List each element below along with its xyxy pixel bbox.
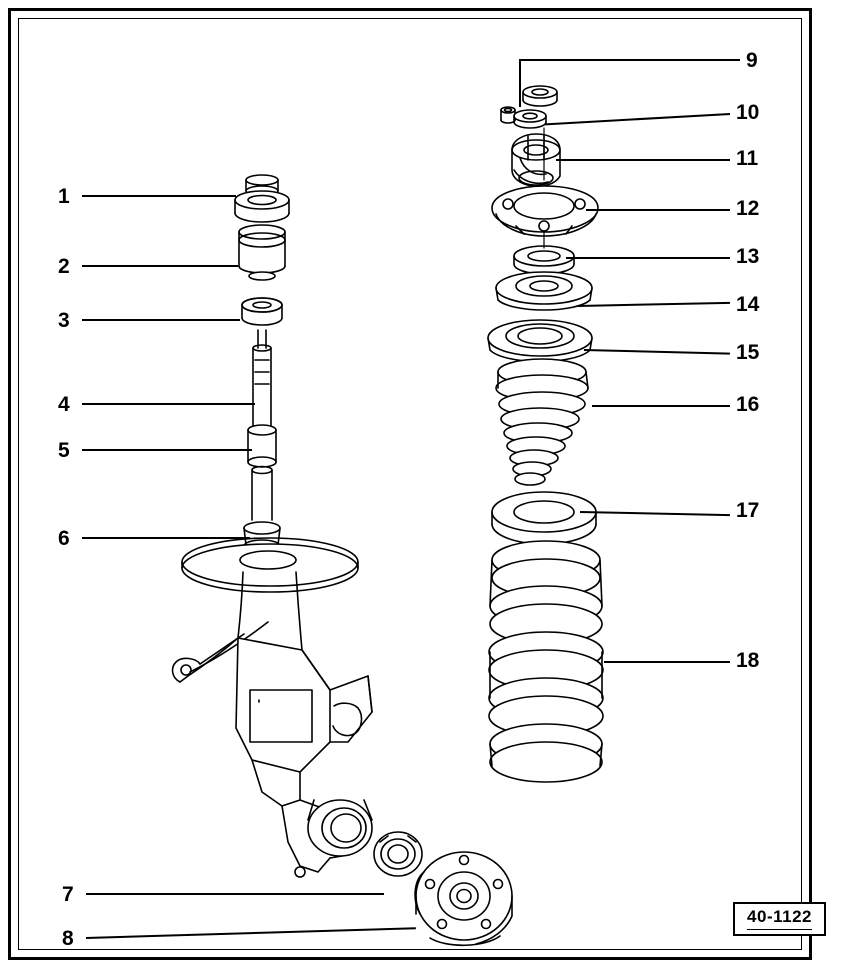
leader-12 xyxy=(586,209,730,211)
leader-3 xyxy=(82,319,240,321)
plate-number-box xyxy=(733,902,826,936)
callout-16: 16 xyxy=(736,393,760,416)
plate-rule xyxy=(747,929,812,930)
leader-9-drop xyxy=(519,59,521,107)
leader-9 xyxy=(520,59,740,61)
callout-3: 3 xyxy=(58,309,70,332)
callout-2: 2 xyxy=(58,255,70,278)
leader-6 xyxy=(82,537,250,539)
callout-17: 17 xyxy=(736,499,760,522)
callout-9: 9 xyxy=(746,49,758,72)
leader-2 xyxy=(82,265,238,267)
leader-1 xyxy=(82,195,236,197)
callout-12: 12 xyxy=(736,197,760,220)
callout-7: 7 xyxy=(62,883,74,906)
callout-4: 4 xyxy=(58,393,70,416)
leader-5 xyxy=(82,449,252,451)
plate-number: 40-1122 xyxy=(747,907,812,926)
callout-10: 10 xyxy=(736,101,760,124)
leader-16 xyxy=(592,405,730,407)
leader-18 xyxy=(604,661,730,663)
leader-11 xyxy=(556,159,730,161)
callout-5: 5 xyxy=(58,439,70,462)
callout-1: 1 xyxy=(58,185,70,208)
callout-8: 8 xyxy=(62,927,74,950)
callout-18: 18 xyxy=(736,649,760,672)
leader-4 xyxy=(82,403,255,405)
leader-13 xyxy=(566,257,730,259)
leader-7 xyxy=(86,893,384,895)
callout-14: 14 xyxy=(736,293,760,316)
callout-15: 15 xyxy=(736,341,760,364)
plate-border-inner xyxy=(18,18,802,950)
callout-6: 6 xyxy=(58,527,70,550)
callout-13: 13 xyxy=(736,245,760,268)
callout-11: 11 xyxy=(736,147,759,170)
